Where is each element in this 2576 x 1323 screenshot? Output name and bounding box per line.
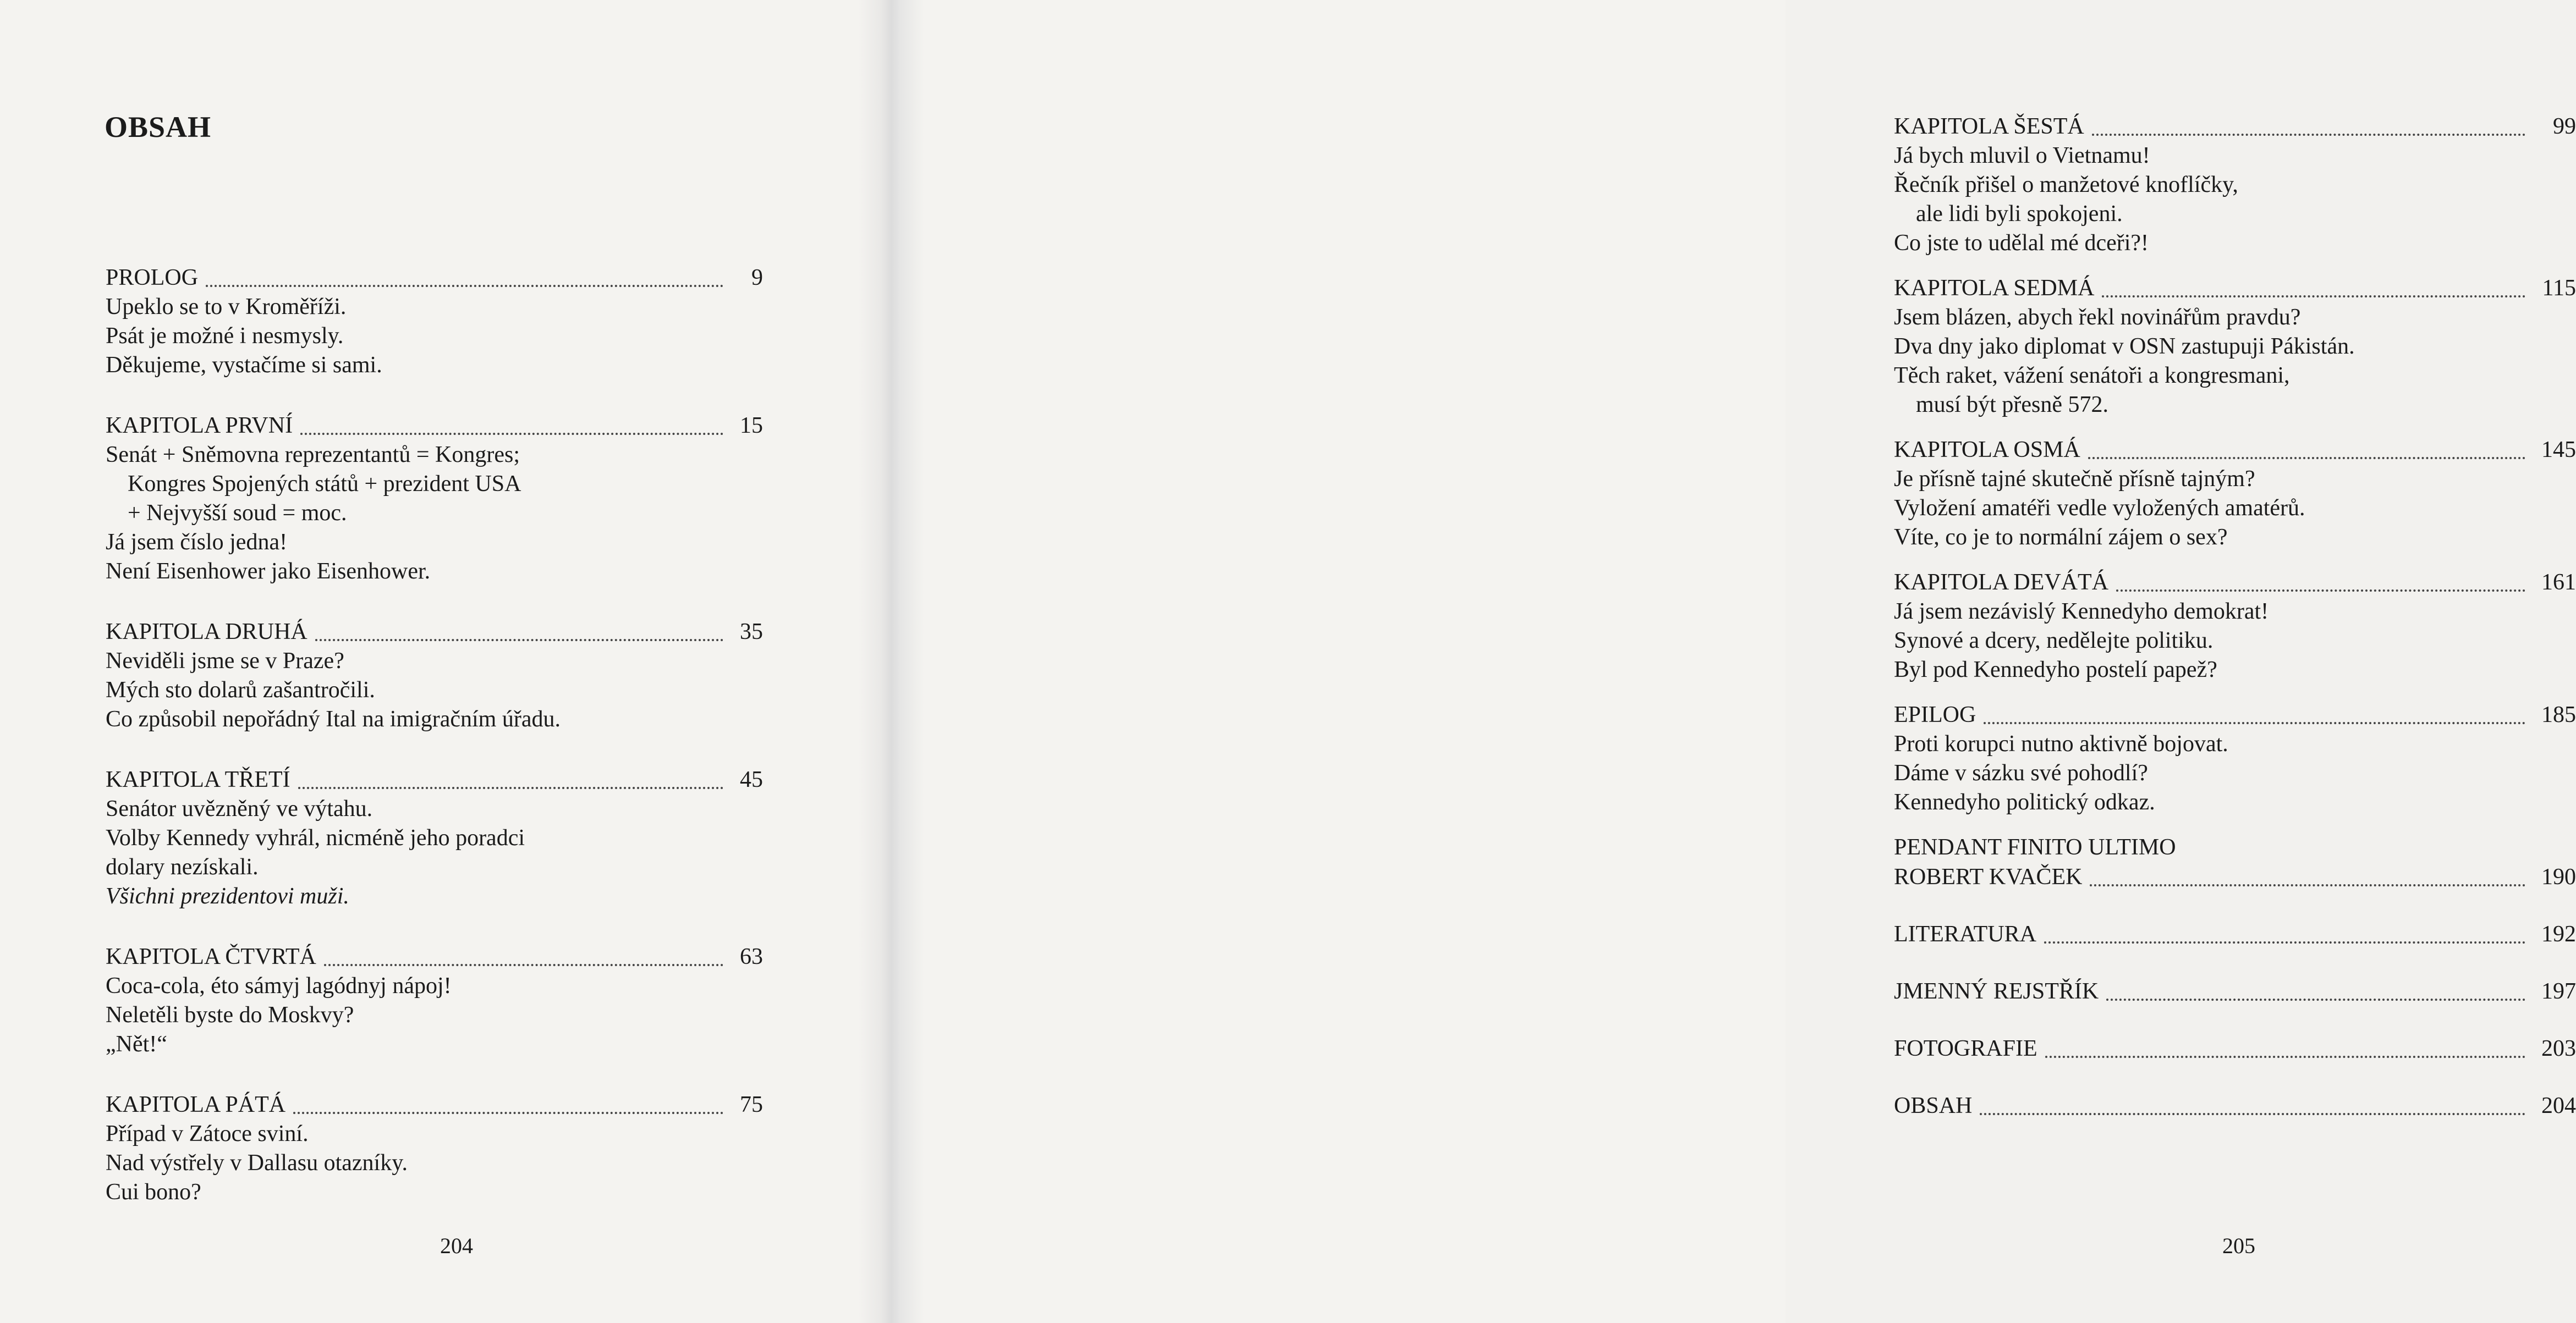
toc-entry-page-number: 203 <box>2541 1036 2576 1061</box>
toc-entry <box>106 942 763 1059</box>
toc-entry-subtitle: Senátor uvězněný ve výtahu. <box>106 796 373 822</box>
toc-entry-subtitle: Co jste to udělal mé dceři?! <box>1894 230 2149 256</box>
toc-entry-title: KAPITOLA OSMÁ <box>1894 437 2080 462</box>
toc-entry-page-number: 190 <box>2541 864 2576 890</box>
right-page <box>891 0 2576 1323</box>
left-page <box>0 0 891 1323</box>
toc-entry <box>106 765 763 911</box>
toc-entry-heading <box>1894 1091 2576 1121</box>
toc-right <box>1894 112 2576 1148</box>
toc-entry-subtitle: Já bych mluvil o Vietnamu! <box>1894 143 2150 168</box>
toc-entry-title: FOTOGRAFIE <box>1894 1036 2037 1061</box>
toc-entry-subtitle: Není Eisenhower jako Eisenhower. <box>106 559 431 584</box>
toc-entry-subtitle: Neletěli byste do Moskvy? <box>106 1002 354 1028</box>
toc-entry <box>1894 567 2576 685</box>
dot-leader <box>2044 941 2525 944</box>
dot-leader <box>324 964 723 966</box>
toc-entry-subtitle: Vyložení amatéři vedle vyložených amatérů. <box>1894 495 2305 521</box>
toc-entry-page-number: 185 <box>2541 702 2576 727</box>
toc-entry-title: PROLOG <box>106 265 199 290</box>
toc-entry-subtitle: Psát je možné i nesmysly. <box>106 323 344 349</box>
toc-entry-title: ROBERT KVAČEK <box>1894 864 2083 890</box>
toc-entry-heading <box>106 263 763 293</box>
toc-entry-subtitle: Dáme v sázku své pohodlí? <box>1894 760 2148 786</box>
toc-left <box>106 263 763 1238</box>
dot-leader <box>1984 722 2525 724</box>
toc-entry-subtitle: musí být přesně 572. <box>1916 392 2108 417</box>
toc-entry-title: KAPITOLA DRUHÁ <box>106 619 307 644</box>
toc-entry-heading <box>1894 1034 2576 1063</box>
page-title: OBSAH <box>105 111 212 144</box>
toc-entry-heading <box>1894 112 2576 141</box>
toc-entry <box>106 617 763 734</box>
dot-leader <box>300 433 723 435</box>
toc-entry-page-number: 9 <box>751 265 763 290</box>
page-number-left: 204 <box>440 1233 473 1258</box>
toc-entry-subtitle: Řečník přišel o manžetové knoflíčky, <box>1894 172 2238 197</box>
toc-entry-subtitle: Volby Kennedy vyhrál, nicméně jeho poradci <box>106 825 525 851</box>
toc-entry-subtitle: + Nejvyšší soud = moc. <box>128 500 347 526</box>
toc-entry-page-number: 115 <box>2542 275 2576 301</box>
dot-leader <box>315 639 723 641</box>
toc-entry-subtitle: Upeklo se to v Kroměříži. <box>106 294 347 319</box>
dot-leader <box>1980 1113 2525 1115</box>
toc-entry-subtitle: Kongres Spojených států + prezident USA <box>128 471 521 497</box>
toc-entry-page-number: 45 <box>740 767 763 792</box>
toc-entry-subtitle: „Nět!“ <box>106 1032 167 1057</box>
dot-leader <box>2106 999 2525 1001</box>
toc-entry-subtitle: Byl pod Kennedyho postelí papež? <box>1894 657 2217 682</box>
toc-entry <box>1894 700 2576 817</box>
toc-entry-heading <box>1894 862 2576 892</box>
toc-entry-heading <box>1894 435 2576 465</box>
toc-entry-heading <box>106 617 763 647</box>
toc-entry-title: KAPITOLA DEVÁTÁ <box>1894 570 2109 595</box>
toc-entry-subtitle: Coca-cola, éto sámyj lagódnyj nápoj! <box>106 973 452 999</box>
book-gutter <box>858 0 924 1323</box>
toc-entry-subtitle: Případ v Zátoce sviní. <box>106 1121 309 1146</box>
toc-entry-subtitle: dolary nezískali. <box>106 855 259 880</box>
toc-entry-heading <box>1894 567 2576 597</box>
dot-leader <box>2092 134 2525 136</box>
toc-entry-page-number: 15 <box>740 413 763 438</box>
toc-entry-page-number: 75 <box>740 1092 763 1117</box>
toc-entry-subtitle: Senát + Sněmovna reprezentantů = Kongres; <box>106 442 520 467</box>
toc-entry-title: JMENNÝ REJSTŘÍK <box>1894 979 2099 1004</box>
toc-entry-title: KAPITOLA ŠESTÁ <box>1894 114 2084 139</box>
toc-entry-subtitle: Já jsem nezávislý Kennedyho demokrat! <box>1894 599 2269 624</box>
toc-entry-page-number: 63 <box>740 944 763 969</box>
toc-entry-title: KAPITOLA PRVNÍ <box>106 413 293 438</box>
toc-entry-page-number: 161 <box>2541 570 2576 595</box>
toc-entry-page-number: 197 <box>2541 979 2576 1004</box>
dot-leader <box>2088 457 2525 459</box>
toc-entry-subtitle: Já jsem číslo jedna! <box>106 530 288 555</box>
toc-entry-subtitle: Děkujeme, vystačíme si sami. <box>106 352 382 378</box>
toc-entry <box>1894 977 2576 1006</box>
toc-entry-subtitle: Co způsobil nepořádný Ital na imigračním úřadu. <box>106 707 561 732</box>
dot-leader <box>2102 295 2525 297</box>
dot-leader <box>2116 589 2525 592</box>
toc-entry-heading <box>106 942 763 972</box>
dot-leader <box>293 1112 723 1114</box>
toc-entry-heading <box>106 765 763 795</box>
toc-entry-page-number: 35 <box>740 619 763 644</box>
toc-entry-title: EPILOG <box>1894 702 1976 727</box>
toc-entry <box>106 411 763 586</box>
page-number-right: 205 <box>2222 1233 2255 1258</box>
toc-entry-heading <box>1894 700 2576 730</box>
toc-entry-title: LITERATURA <box>1894 922 2036 947</box>
dot-leader <box>298 787 723 789</box>
toc-entry-heading <box>1894 919 2576 949</box>
toc-entry-page-number: 192 <box>2541 922 2576 947</box>
toc-entry-title: KAPITOLA PÁTÁ <box>106 1092 286 1117</box>
dot-leader <box>206 285 723 287</box>
toc-entry <box>1894 435 2576 552</box>
toc-entry-subtitle: Synové a dcery, nedělejte politiku. <box>1894 628 2214 653</box>
toc-entry-heading <box>106 1090 763 1120</box>
toc-entry-heading <box>1894 977 2576 1006</box>
toc-entry-subtitle: Mých sto dolarů zašantročili. <box>106 677 375 703</box>
toc-entry-title: KAPITOLA TŘETÍ <box>106 767 290 792</box>
toc-entry <box>106 1090 763 1207</box>
toc-entry <box>1894 1091 2576 1121</box>
toc-entry-heading <box>1894 273 2576 303</box>
toc-entry-title: KAPITOLA ČTVRTÁ <box>106 944 316 969</box>
toc-entry-page-number: 145 <box>2541 437 2576 462</box>
toc-entry-page-number: 99 <box>2553 114 2576 139</box>
toc-entry-subtitle: Neviděli jsme se v Praze? <box>106 648 344 674</box>
toc-entry-subtitle: Kennedyho politický odkaz. <box>1894 790 2155 815</box>
toc-entry-subtitle: Proti korupci nutno aktivně bojovat. <box>1894 731 2228 757</box>
toc-entry-subtitle: ale lidi byli spokojeni. <box>1916 201 2123 227</box>
toc-entry <box>1894 273 2576 420</box>
toc-entry-subtitle: Je přísně tajné skutečně přísně tajným? <box>1894 466 2255 492</box>
dot-leader <box>2090 884 2525 886</box>
toc-entry-page-number: 204 <box>2541 1093 2576 1118</box>
toc-entry <box>1894 919 2576 949</box>
toc-entry <box>1894 1034 2576 1063</box>
toc-entry <box>1894 833 2576 892</box>
toc-entry-subtitle: Dva dny jako diplomat v OSN zastupuji Pákistán. <box>1894 334 2355 359</box>
toc-entry-subtitle: Jsem blázen, abych řekl novinářům pravdu? <box>1894 305 2301 330</box>
toc-entry <box>1894 112 2576 258</box>
toc-entry-heading-line: PENDANT FINITO ULTIMO <box>1894 835 2176 860</box>
toc-entry-subtitle: Těch raket, vážení senátoři a kongresmani, <box>1894 363 2290 388</box>
dot-leader <box>2045 1056 2525 1058</box>
toc-entry-subtitle: Všichni prezidentovi muži. <box>106 884 349 909</box>
toc-entry-title: OBSAH <box>1894 1093 1973 1118</box>
toc-entry-heading <box>106 411 763 440</box>
toc-entry-subtitle: Víte, co je to normální zájem o sex? <box>1894 525 2228 550</box>
toc-entry-subtitle: Cui bono? <box>106 1179 201 1205</box>
toc-entry-title: KAPITOLA SEDMÁ <box>1894 275 2095 301</box>
toc-entry-subtitle: Nad výstřely v Dallasu otazníky. <box>106 1150 408 1176</box>
toc-entry <box>106 263 763 380</box>
